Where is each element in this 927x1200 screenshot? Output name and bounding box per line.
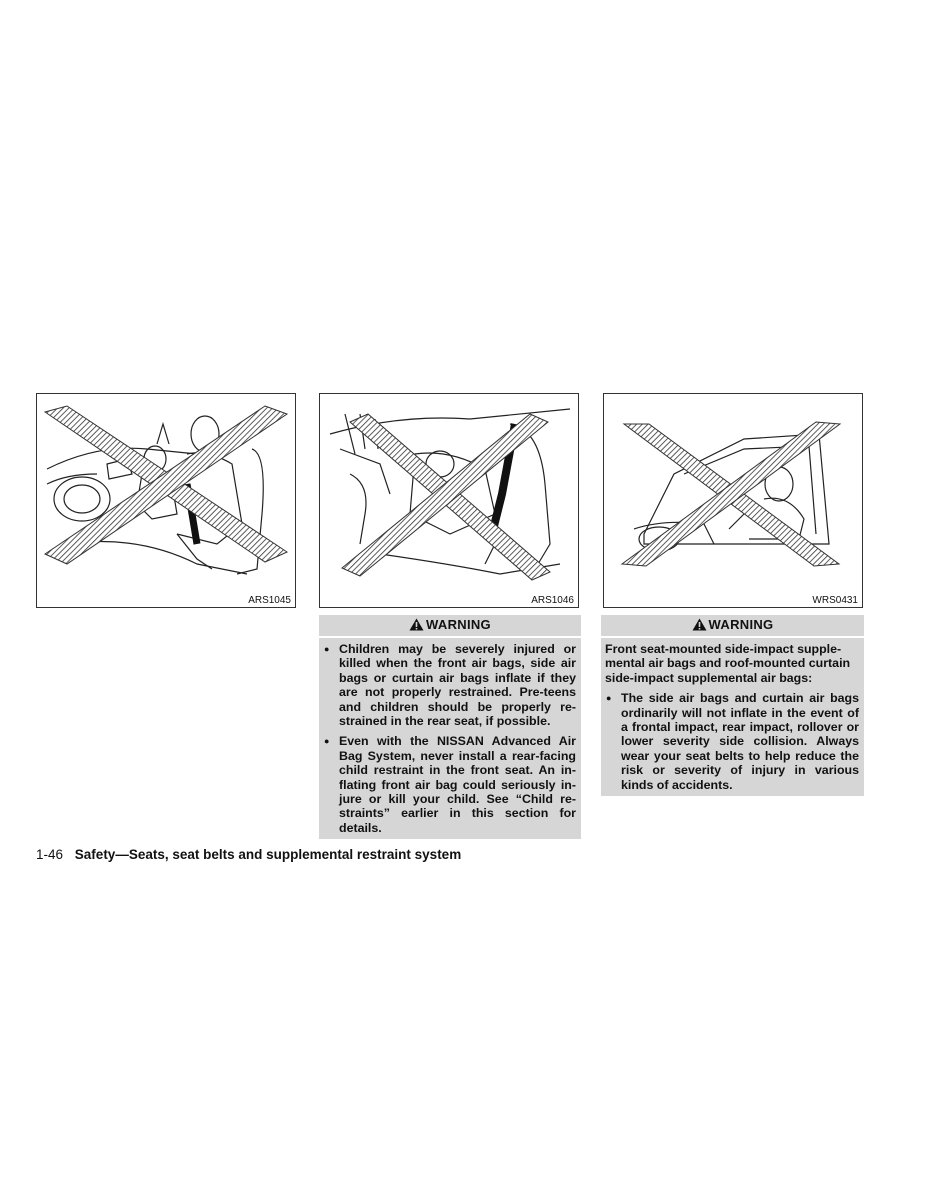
warning-heading-text: WARNING (708, 617, 774, 632)
warning-bullet-list (323, 642, 576, 835)
warning-triangle-icon (409, 618, 424, 636)
figure-code: WRS0431 (812, 595, 858, 606)
figure-code: ARS1046 (531, 595, 574, 606)
warning-bullet: ● Even with the NISSAN Advanced Air Bag System, never install a rear-facing child restraint in the front seat. An in-flating front air bag could seriously in-jure or kill your child. See “Child re-straints” earlier in this section for details. (323, 734, 576, 835)
rear-facing-child-seat-illustration (320, 394, 578, 607)
child-on-lap-illustration (37, 394, 295, 607)
figure-child-front-seat (36, 393, 296, 608)
warning-intro: Front seat-mounted side-impact supple-mental air bags and roof-mounted curtain side-impact supplemental air bags: (605, 642, 851, 685)
warning-bullet-list (605, 691, 859, 792)
warning-box-child-restraint (319, 615, 581, 839)
warning-heading-text: WARNING (426, 617, 491, 632)
figure-rear-facing-seat (319, 393, 579, 608)
warning-bullet: ● Children may be severely injured or killed when the front air bags, side air bags or curtain air bags inflate if they are not properly restrained. Pre-teens and children should be properly re-strained in the rear seat, if possible. (323, 642, 576, 728)
warning-heading (601, 615, 864, 638)
occupant-leaning-on-door-illustration (604, 394, 862, 607)
figure-code: ARS1045 (248, 595, 291, 606)
section-title: Safety—Seats, seat belts and supplemental restraint system (74, 847, 462, 862)
warning-bullet: ● The side air bags and curtain air bags ordinarily will not inflate in the event of a frontal impact, rear impact, rollover or lower severity side collision. Always wear your seat belts to help reduce the risk or severity of injury in various kinds of accidents. (605, 691, 859, 792)
page-number: 1-46 (36, 847, 64, 862)
page-footer (36, 847, 461, 862)
figure-leaning-window (603, 393, 863, 608)
warning-heading (319, 615, 581, 638)
warning-triangle-icon (692, 618, 707, 636)
warning-box-side-air-bags (601, 615, 864, 796)
